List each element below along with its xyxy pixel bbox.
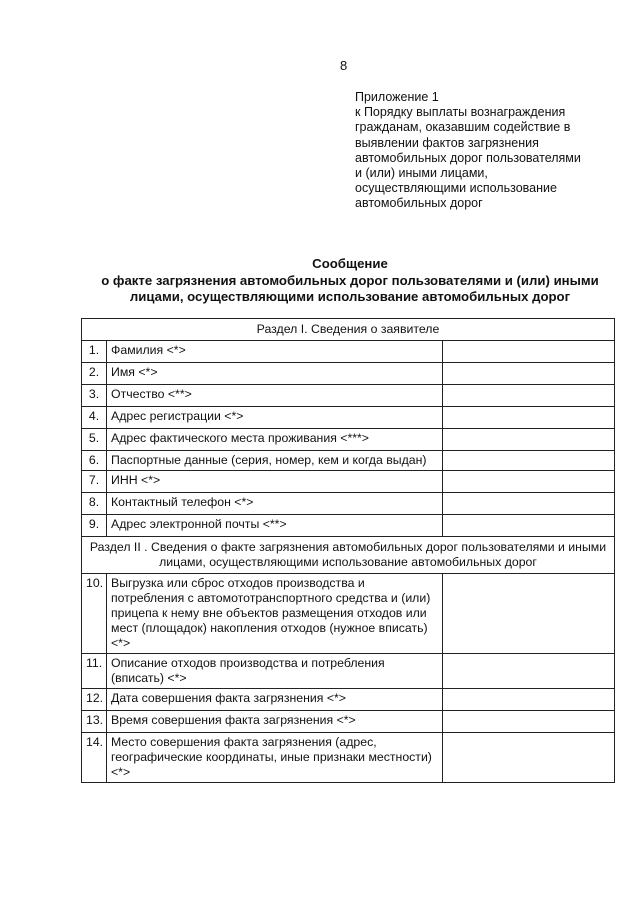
title-line: о факте загрязнения автомобильных дорог пользователями и (или) иными bbox=[101, 272, 599, 288]
appendix-note bbox=[355, 90, 625, 212]
row-label: Имя <*> bbox=[107, 363, 443, 385]
table-row bbox=[82, 711, 615, 733]
row-number: 14. bbox=[82, 733, 107, 783]
table-row bbox=[82, 654, 615, 689]
inn-field[interactable] bbox=[443, 471, 615, 493]
pollution-location-field[interactable] bbox=[443, 733, 615, 783]
row-number: 1. bbox=[82, 341, 107, 363]
table-row bbox=[82, 385, 615, 407]
surname-field[interactable] bbox=[443, 341, 615, 363]
table-row bbox=[82, 471, 615, 493]
row-label: Место совершения факта загрязнения (адрес, географические координаты, иные признаки местности) <*> bbox=[107, 733, 443, 783]
row-label: ИНН <*> bbox=[107, 471, 443, 493]
row-label: Отчество <**> bbox=[107, 385, 443, 407]
row-number: 5. bbox=[82, 429, 107, 451]
table-row bbox=[82, 574, 615, 654]
row-number: 11. bbox=[82, 654, 107, 689]
waste-description-field[interactable] bbox=[443, 654, 615, 689]
report-form-table bbox=[81, 318, 615, 783]
pollution-time-field[interactable] bbox=[443, 711, 615, 733]
page-number: 8 bbox=[340, 58, 348, 73]
row-label: Время совершения факта загрязнения <*> bbox=[107, 711, 443, 733]
table-row bbox=[82, 407, 615, 429]
row-label: Выгрузка или сброс отходов производства и потребления с автомототранспортного средства и (или) прицепа к нему вне объектов размещения отходов или мест (площадок) накопления отходов (нужное вписать) <*> bbox=[107, 574, 443, 654]
row-label: Адрес фактического места проживания <***> bbox=[107, 429, 443, 451]
table-row bbox=[82, 493, 615, 515]
row-label: Адрес регистрации <*> bbox=[107, 407, 443, 429]
appendix-line: Приложение 1 bbox=[355, 90, 439, 104]
pollution-date-field[interactable] bbox=[443, 689, 615, 711]
table-row bbox=[82, 341, 615, 363]
row-number: 9. bbox=[82, 515, 107, 537]
appendix-line: осуществляющими использование bbox=[355, 181, 557, 196]
section-header-row bbox=[82, 537, 615, 574]
row-label: Контактный телефон <*> bbox=[107, 493, 443, 515]
row-number: 4. bbox=[82, 407, 107, 429]
appendix-line: к Порядку выплаты вознаграждения bbox=[355, 105, 566, 120]
email-field[interactable] bbox=[443, 515, 615, 537]
row-label: Адрес электронной почты <**> bbox=[107, 515, 443, 537]
document-title bbox=[70, 256, 630, 306]
row-number: 2. bbox=[82, 363, 107, 385]
row-number: 7. bbox=[82, 471, 107, 493]
residence-address-field[interactable] bbox=[443, 429, 615, 451]
name-field[interactable] bbox=[443, 363, 615, 385]
appendix-line: автомобильных дорог пользователями bbox=[355, 150, 581, 165]
table-row bbox=[82, 451, 615, 471]
row-number: 10. bbox=[82, 574, 107, 654]
row-label: Дата совершения факта загрязнения <*> bbox=[107, 689, 443, 711]
row-number: 12. bbox=[82, 689, 107, 711]
row-label: Паспортные данные (серия, номер, кем и когда выдан) bbox=[107, 451, 443, 471]
row-label: Фамилия <*> bbox=[107, 341, 443, 363]
row-number: 8. bbox=[82, 493, 107, 515]
title-line: лицами, осуществляющими использование автомобильных дорог bbox=[129, 289, 571, 304]
appendix-line: выявлении фактов загрязнения bbox=[355, 135, 539, 150]
section-header-row bbox=[82, 319, 615, 341]
phone-field[interactable] bbox=[443, 493, 615, 515]
table-row bbox=[82, 515, 615, 537]
waste-dumping-field[interactable] bbox=[443, 574, 615, 654]
row-label: Описание отходов производства и потребления (вписать) <*> bbox=[107, 654, 443, 689]
patronymic-field[interactable] bbox=[443, 385, 615, 407]
table-row bbox=[82, 689, 615, 711]
appendix-line: и (или) иными лицами, bbox=[355, 166, 488, 181]
section1-header: Раздел I. Сведения о заявителе bbox=[82, 319, 615, 341]
row-number: 3. bbox=[82, 385, 107, 407]
registration-address-field[interactable] bbox=[443, 407, 615, 429]
table-row bbox=[82, 429, 615, 451]
table-row bbox=[82, 363, 615, 385]
table-row bbox=[82, 733, 615, 783]
row-number: 6. bbox=[82, 451, 107, 471]
title-line: Сообщение bbox=[312, 256, 388, 271]
passport-data-field[interactable] bbox=[443, 451, 615, 471]
row-number: 13. bbox=[82, 711, 107, 733]
section2-header: Раздел II . Сведения о факте загрязнения автомобильных дорог пользователями и иными лицами, осуществляющими использование автомобильных дорог bbox=[82, 537, 615, 574]
appendix-line: гражданам, оказавшим содействие в bbox=[355, 120, 571, 135]
appendix-line: автомобильных дорог bbox=[355, 196, 483, 211]
